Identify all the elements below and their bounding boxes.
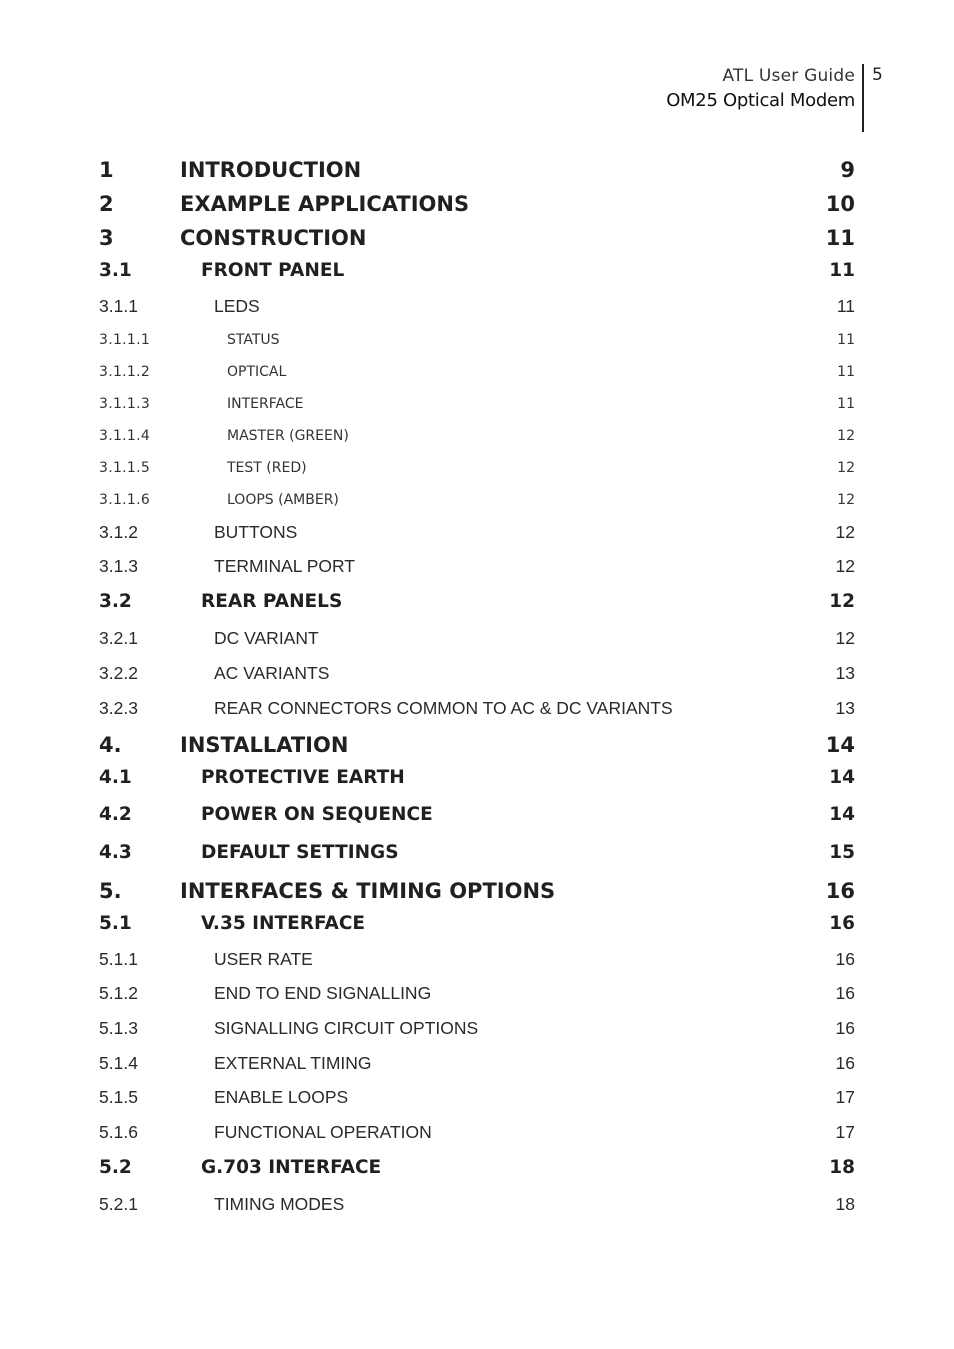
toc-entry-page: 12	[837, 492, 855, 508]
toc-entry-number: 4.1	[99, 767, 132, 788]
toc-entry-page: 12	[835, 628, 855, 648]
toc-entry-page: 16	[835, 949, 855, 969]
toc-entry-number: 3.1.3	[99, 556, 138, 576]
toc-entry-title: INTERFACES & TIMING OPTIONS	[180, 879, 556, 903]
toc-entry-title: FUNCTIONAL OPERATION	[214, 1122, 432, 1142]
toc-entry-page: 11	[837, 332, 855, 348]
toc-entry-title: EXTERNAL TIMING	[214, 1053, 372, 1073]
toc-entry-page: 16	[829, 913, 855, 934]
toc-entry-title: V.35 INTERFACE	[201, 913, 366, 934]
toc-entry[interactable]	[99, 522, 855, 543]
toc-entry-number: 3.1.1.4	[99, 428, 151, 444]
toc-entry-title: MASTER (GREEN)	[227, 428, 349, 444]
toc-entry-title: FRONT PANEL	[201, 260, 345, 281]
toc-entry-title: REAR CONNECTORS COMMON TO AC & DC VARIANTS	[214, 698, 673, 718]
toc-entry-number: 3.2	[99, 591, 132, 612]
toc-entry-number: 3.1.1	[99, 296, 138, 316]
toc-entry-number: 2	[99, 192, 114, 216]
toc-entry-title: LOOPS (AMBER)	[227, 492, 339, 508]
toc-entry-title: LEDS	[214, 296, 260, 316]
toc-entry[interactable]	[99, 460, 855, 476]
toc-entry[interactable]	[99, 628, 855, 649]
toc-entry-page: 10	[825, 192, 855, 216]
toc-entry-title: INSTALLATION	[180, 733, 349, 757]
page-number: 5	[872, 65, 883, 85]
toc-entry-number: 3.1.1.2	[99, 364, 151, 380]
toc-entry-number: 3.2.2	[99, 663, 138, 683]
toc-entry-title: SIGNALLING CIRCUIT OPTIONS	[214, 1018, 479, 1038]
toc-entry[interactable]	[99, 804, 855, 825]
toc-entry-page: 16	[835, 1053, 855, 1073]
toc-entry-page: 12	[829, 591, 855, 612]
toc-entry[interactable]	[99, 879, 855, 903]
toc-entry-page: 14	[829, 804, 855, 825]
toc-entry-number: 5.1.3	[99, 1018, 138, 1038]
toc-entry[interactable]	[99, 983, 855, 1004]
toc-entry-title: TIMING MODES	[214, 1194, 345, 1214]
toc-entry[interactable]	[99, 158, 855, 182]
toc-entry-page: 11	[837, 364, 855, 380]
toc-entry-page: 13	[835, 698, 855, 718]
product-title: OM25 Optical Modem	[666, 90, 855, 111]
toc-entry-number: 4.2	[99, 804, 132, 825]
toc-entry-title: REAR PANELS	[201, 591, 343, 612]
toc-entry[interactable]	[99, 698, 855, 719]
toc-entry-page: 15	[829, 842, 855, 863]
toc-entry[interactable]	[99, 842, 855, 863]
toc-entry-number: 5.1.4	[99, 1053, 138, 1073]
toc-entry-page: 11	[825, 226, 855, 250]
toc-entry[interactable]	[99, 1122, 855, 1143]
toc-entry-title: BUTTONS	[214, 522, 298, 542]
toc-entry[interactable]	[99, 260, 855, 281]
toc-entry-number: 3.1	[99, 260, 132, 281]
toc-entry[interactable]	[99, 1053, 855, 1074]
toc-entry-page: 16	[835, 983, 855, 1003]
toc-entry-page: 17	[835, 1087, 855, 1107]
toc-entry[interactable]	[99, 733, 855, 757]
toc-entry-title: TERMINAL PORT	[214, 556, 355, 576]
toc-entry-page: 9	[840, 158, 855, 182]
toc-entry-number: 5.1.1	[99, 949, 138, 969]
toc-entry-page: 12	[835, 556, 855, 576]
toc-entry[interactable]	[99, 296, 855, 317]
toc-entry[interactable]	[99, 591, 855, 612]
toc-entry-page: 11	[837, 396, 855, 412]
toc-entry-title: AC VARIANTS	[214, 663, 330, 683]
toc-entry[interactable]	[99, 913, 855, 934]
toc-entry[interactable]	[99, 226, 855, 250]
toc-entry-number: 5.1	[99, 913, 132, 934]
toc-entry-number: 3.1.2	[99, 522, 138, 542]
toc-entry-title: END TO END SIGNALLING	[214, 983, 432, 1003]
toc-entry-title: INTERFACE	[227, 396, 304, 412]
toc-entry-number: 4.3	[99, 842, 132, 863]
toc-entry-title: TEST (RED)	[227, 460, 307, 476]
toc-entry[interactable]	[99, 767, 855, 788]
toc-entry-number: 3.1.1.3	[99, 396, 151, 412]
toc-entry[interactable]	[99, 428, 855, 444]
toc-entry-title: ENABLE LOOPS	[214, 1087, 349, 1107]
toc-entry-number: 3	[99, 226, 114, 250]
toc-entry-number: 3.2.1	[99, 628, 138, 648]
toc-entry-number: 3.1.1.1	[99, 332, 151, 348]
toc-entry-page: 16	[825, 879, 855, 903]
toc-entry-title: INTRODUCTION	[180, 158, 362, 182]
toc-entry-number: 5.1.5	[99, 1087, 138, 1107]
toc-entry-number: 5.1.2	[99, 983, 138, 1003]
toc-entry[interactable]	[99, 663, 855, 684]
toc-entry-number: 5.1.6	[99, 1122, 138, 1142]
toc-entry-page: 12	[837, 428, 855, 444]
toc-entry-title: DEFAULT SETTINGS	[201, 842, 399, 863]
toc-entry[interactable]	[99, 332, 855, 348]
toc-entry-title: USER RATE	[214, 949, 313, 969]
toc-entry-number: 5.	[99, 879, 122, 903]
toc-entry[interactable]	[99, 949, 855, 970]
toc-entry-title: STATUS	[227, 332, 280, 348]
guide-title: ATL User Guide	[722, 66, 855, 86]
toc-entry[interactable]	[99, 1018, 855, 1039]
toc-entry[interactable]	[99, 1194, 855, 1215]
toc-entry-page: 18	[835, 1194, 855, 1214]
toc-entry[interactable]	[99, 1087, 855, 1108]
toc-entry-page: 11	[829, 260, 855, 281]
toc-entry[interactable]	[99, 364, 855, 380]
toc-entry-page: 17	[835, 1122, 855, 1142]
toc-entry-number: 3.1.1.6	[99, 492, 151, 508]
toc-entry-page: 13	[835, 663, 855, 683]
toc-entry-number: 3.2.3	[99, 698, 138, 718]
toc-entry-title: G.703 INTERFACE	[201, 1157, 382, 1178]
toc-entry[interactable]	[99, 1157, 855, 1178]
toc-entry-title: PROTECTIVE EARTH	[201, 767, 405, 788]
toc-entry[interactable]	[99, 492, 855, 508]
toc-entry-page: 14	[825, 733, 855, 757]
toc-entry[interactable]	[99, 192, 855, 216]
toc-entry-title: OPTICAL	[227, 364, 287, 380]
toc-entry-page: 14	[829, 767, 855, 788]
toc-entry-number: 1	[99, 158, 114, 182]
toc-entry[interactable]	[99, 396, 855, 412]
toc-entry-page: 11	[836, 296, 855, 316]
toc-entry-title: CONSTRUCTION	[180, 226, 367, 250]
toc-entry-page: 12	[835, 522, 855, 542]
toc-entry[interactable]	[99, 556, 855, 577]
toc-entry-number: 4.	[99, 733, 122, 757]
toc-entry-page: 12	[837, 460, 855, 476]
toc-entry-title: POWER ON SEQUENCE	[201, 804, 433, 825]
toc-entry-number: 5.2	[99, 1157, 132, 1178]
toc-entry-number: 3.1.1.5	[99, 460, 151, 476]
toc-entry-page: 18	[829, 1157, 855, 1178]
toc-entry-number: 5.2.1	[99, 1194, 138, 1214]
toc-entry-page: 16	[835, 1018, 855, 1038]
toc-entry-title: DC VARIANT	[214, 628, 319, 648]
toc-entry-title: EXAMPLE APPLICATIONS	[180, 192, 470, 216]
